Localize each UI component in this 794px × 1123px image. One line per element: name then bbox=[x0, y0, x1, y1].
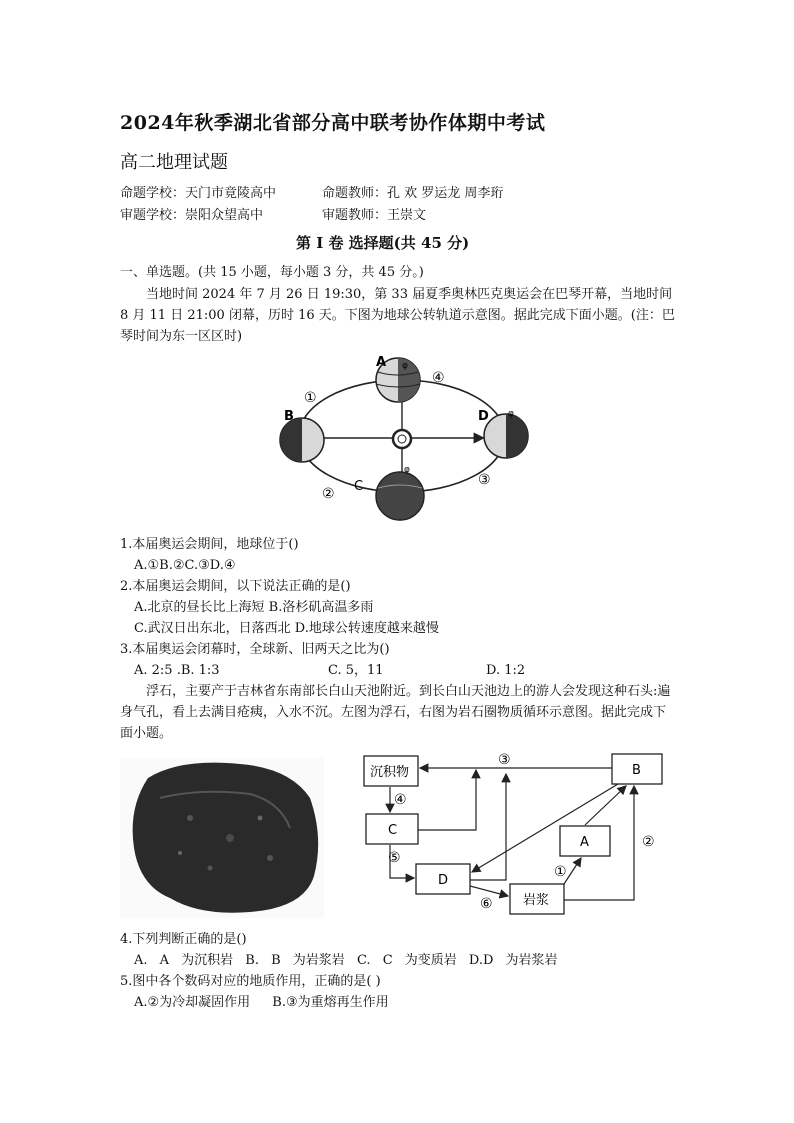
rock-arrow-6: ⑥ bbox=[480, 896, 493, 912]
rock-arrow-4: ④ bbox=[394, 792, 407, 808]
question-2-options-line1: A.北京的昼长比上海短 B.洛杉矶高温多雨 bbox=[134, 600, 374, 615]
rock-cycle-diagram bbox=[356, 750, 666, 920]
passage-pumice: 浮石，主要产于吉林省东南部长白山天池附近。到长白山天池边上的游人会发现这种石头:遍身气孔，看上去满目疮痍，入水不沉。左图为浮石，右图为岩石圈物质循环示意图。据此完成下面小题。 bbox=[120, 684, 671, 741]
orbit-phi-c: φ bbox=[404, 465, 410, 475]
orbit-segment-4: ④ bbox=[432, 370, 445, 386]
rock-arrow-2: ② bbox=[642, 834, 655, 850]
rock-label-a: A bbox=[580, 835, 589, 850]
question-3-option-d: D. 1:2 bbox=[486, 663, 526, 678]
composer-teachers: 命题教师：孔 欢 罗运龙 周李珩 bbox=[322, 186, 504, 201]
earth-position-d-icon bbox=[484, 414, 528, 458]
orbit-segment-3: ③ bbox=[478, 472, 491, 488]
reviewer-teacher: 审题教师：王崇文 bbox=[322, 208, 427, 223]
orbit-segment-2: ② bbox=[322, 486, 335, 502]
question-4-options: A. A 为沉积岩 B. B 为岩浆岩 C. C 为变质岩 D.D 为岩浆岩 bbox=[134, 953, 558, 968]
question-2-stem: 2.本届奥运会期间，以下说法正确的是() bbox=[120, 579, 351, 594]
question-1-options: A.①B.②C.③D.④ bbox=[134, 558, 236, 573]
rock-arrow-3: ③ bbox=[498, 752, 511, 768]
question-1-stem: 1.本届奥运会期间，地球位于() bbox=[120, 537, 299, 552]
section-title: 第 I 卷 选择题(共 45 分) bbox=[296, 234, 470, 252]
rock-label-sediment: 沉积物 bbox=[370, 765, 410, 780]
rock-arrow-1: ① bbox=[554, 864, 567, 880]
question-2-options-line2: C.武汉日出东北，日落西北 D.地球公转速度越来越慢 bbox=[134, 621, 439, 636]
question-3-option-ab: A. 2:5 .B. 1:3 bbox=[134, 663, 220, 678]
orbit-diagram bbox=[272, 348, 532, 528]
rock-arrow-5: ⑤ bbox=[388, 850, 401, 866]
question-4-stem: 4.下列判断正确的是() bbox=[120, 932, 247, 947]
question-5-options: A.②为冷却凝固作用 B.③为重熔再生作用 bbox=[134, 995, 389, 1010]
exam-title: 2024年秋季湖北省部分高中联考协作体期中考试 bbox=[120, 112, 546, 134]
reviewer-school: 审题学校：崇阳众望高中 bbox=[120, 208, 264, 223]
orbit-segment-1: ① bbox=[304, 390, 317, 406]
question-3-option-c: C. 5，11 bbox=[328, 663, 384, 678]
question-3-stem: 3.本届奥运会闭幕时，全球新、旧两天之比为() bbox=[120, 642, 390, 657]
rock-label-c: C bbox=[388, 823, 398, 838]
orbit-label-c: C bbox=[354, 479, 364, 494]
earth-position-c-icon bbox=[376, 472, 424, 520]
orbit-phi-a: φ bbox=[402, 361, 408, 371]
orbit-label-d: D bbox=[478, 409, 489, 424]
orbit-label-b: B bbox=[284, 409, 294, 424]
exam-subtitle: 高二地理试题 bbox=[120, 152, 228, 173]
pumice-photo bbox=[120, 758, 324, 918]
composer-school: 命题学校：天门市竟陵高中 bbox=[120, 186, 277, 201]
orbit-phi-d: φ bbox=[508, 409, 514, 419]
rock-label-magma: 岩浆 bbox=[523, 893, 550, 908]
rock-label-d: D bbox=[438, 873, 449, 888]
earth-position-b-icon bbox=[280, 418, 324, 462]
rock-label-b: B bbox=[632, 763, 641, 778]
orbit-label-a: A bbox=[376, 355, 387, 370]
section-instruction: 一、单选题。(共 15 小题，每小题 3 分，共 45 分。) bbox=[120, 265, 424, 280]
question-5-stem: 5.图中各个数码对应的地质作用，正确的是( ) bbox=[120, 974, 381, 989]
passage-olympics: 当地时间 2024 年 7 月 26 日 19:30，第 33 届夏季奥林匹克奥运会在巴琴开幕，当地时间 8 月 11 日 21:00 闭幕，历时 16 天。下图为地球公转轨道示意图。据此完成下面小题。(注：巴琴时间为东一区区时) bbox=[120, 287, 675, 344]
